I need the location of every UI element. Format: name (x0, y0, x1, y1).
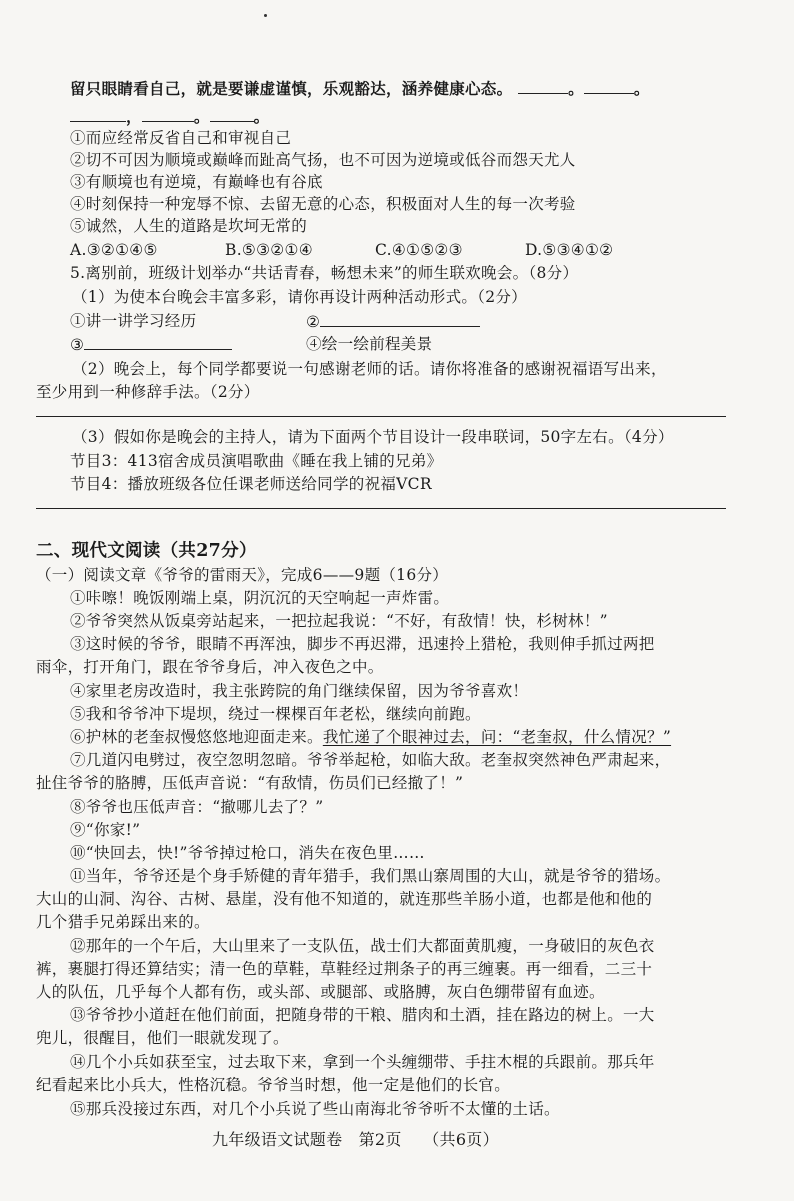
q4-option: ④时刻保持一种宠辱不惊、去留无意的心态，积极面对人生的每一次考验 (70, 195, 576, 213)
passage-para-12-cont: 人的队伍，几乎每个人都有伤，或头部、或腿部、或胳膊，灰白色绷带留有血迹。 (36, 983, 605, 1001)
answer-blank[interactable] (84, 333, 232, 350)
q5-program-3: 节目3：413宿舍成员演唱歌曲《睡在我上铺的兄弟》 (70, 452, 443, 470)
passage-para-7-cont: 扯住爷爷的胳膊，压低声音说：“有敌情，伤员们已经撤了！” (36, 774, 464, 792)
q4-option: ②切不可因为顺境或巅峰而趾高气扬，也不可因为逆境或低谷而怨天尤人 (70, 151, 576, 169)
passage-para-9: ⑨“你家!” (70, 821, 141, 839)
q4-choice-d[interactable]: D.⑤③④①② (525, 241, 614, 259)
q4-option: ①而应经常反省自己和审视自己 (70, 129, 292, 147)
passage-para-8: ⑧爷爷也压低声音：“撤哪儿去了？” (70, 798, 324, 816)
q4-punct: 。 (253, 107, 270, 126)
q5-activity-3-label: ③ (70, 336, 85, 354)
passage-para-5: ⑤我和爷爷冲下堤坝，绕过一棵棵百年老松，继续向前跑。 (70, 705, 481, 723)
q5-activity-1: ①讲一讲学习经历 (70, 312, 197, 330)
passage-para-2: ②爷爷突然从饭桌旁站起来，一把拉起我说：“不好，有敌情！快，杉树林！” (70, 612, 608, 630)
footer-title: 九年级语文试题卷 (212, 1130, 343, 1149)
passage-para-3-cont: 雨伞，打开角门，跟在爷爷身后，冲入夜色之中。 (36, 658, 384, 676)
passage-para-14-cont: 纪看起来比小兵大，性格沉稳。爷爷当时想，他一定是他们的长官。 (36, 1076, 511, 1094)
passage-para-15: ⑮那兵没接过东西，对几个小兵说了些山南海北爷爷听不太懂的土话。 (70, 1100, 560, 1118)
q5-part3: （3）假如你是晚会的主持人，请为下面两个节目设计一段串联词，50字左右。（4分） (72, 428, 674, 446)
passage-para-3: ③这时候的爷爷，眼睛不再浑浊，脚步不再迟滞，迅速拎上猎枪，我则伸手抓过两把 (70, 635, 655, 653)
q4-option: ⑤诚然，人生的道路是坎坷无常的 (70, 217, 308, 235)
passage-para-12: ⑫那年的一个午后，大山里来了一支队伍，战士们大都面黄肌瘦，一身破旧的灰色衣 (70, 937, 655, 955)
q4-stem: 留只眼睛看自己，就是要谦虚谨慎，乐观豁达，涵养健康心态。 (70, 79, 513, 98)
passage-para-11-cont: 几个猎手兄弟踩出来的。 (36, 913, 210, 931)
passage-para-11-cont: 大山的山洞、沟谷、古树、悬崖，没有他不知道的，就连那些羊肠小道，也都是他和他的 (36, 890, 653, 908)
q4-punct: 。 (633, 79, 650, 98)
passage-para-12-cont: 裤，裹腿打得还算结实；清一色的草鞋，草鞋经过荆条子的再三缠裹。再一细看，二三十 (36, 960, 653, 978)
answer-blank[interactable] (70, 105, 126, 122)
q5-activity-4: ④绘一绘前程美景 (306, 335, 433, 353)
q4-punct: 。 (568, 79, 584, 98)
q5-activity-2 (306, 310, 480, 333)
answer-blank[interactable] (210, 105, 254, 122)
passage-para-13: ⑬爷爷抄小道赶在他们前面，把随身带的干粮、腊肉和土酒，挂在路边的树上。一大 (70, 1006, 655, 1024)
q5-part2-line2: 至少用到一种修辞手法。（2分） (36, 383, 260, 401)
q4-blank-line (70, 105, 269, 128)
q5-part1: （1）为使本台晚会丰富多彩，请你再设计两种活动形式。（2分） (72, 288, 527, 306)
passage-para-7: ⑦几道闪电劈过，夜空忽明忽暗。爷爷举起枪，如临大敌。老奎叔突然神色严肃起来， (70, 751, 671, 769)
scan-dot (264, 14, 267, 17)
q4-choice-b[interactable]: B.⑤③②①④ (225, 241, 313, 259)
section-2-sub1: （一）阅读文章《爷爷的雷雨天》，完成6——9题（16分） (36, 566, 449, 584)
answer-blank[interactable] (142, 105, 194, 122)
answer-blank[interactable] (320, 310, 480, 327)
page-footer (212, 1129, 499, 1151)
answer-line[interactable] (36, 416, 726, 417)
q4-choice-c[interactable]: C.④①⑤②③ (375, 241, 463, 259)
q5-title: 5.离别前，班级计划举办“共话青春，畅想未来”的师生联欢晚会。（8分） (70, 264, 579, 282)
passage-para-11: ⑪当年，爷爷还是个身手矫健的青年猎手，我们黑山寨周围的大山，就是爷爷的猎场。 (70, 867, 671, 885)
passage-para-6-underlined: 我忙递了个眼神过去，问：“老奎叔，什么情况？” (322, 728, 672, 746)
passage-para-1: ①咔嚓！晚饭刚端上桌，阴沉沉的天空响起一声炸雷。 (70, 589, 450, 607)
q5-part2-line1: （2）晚会上，每个同学都要说一句感谢老师的话。请你将准备的感谢祝福语写出来， (72, 360, 667, 378)
passage-para-10: ⑩“快回去，快!”爷爷掉过枪口，消失在夜色里…… (70, 844, 425, 862)
q4-punct: 。 (193, 107, 210, 126)
q5-program-4: 节目4：播放班级各位任课老师送给同学的祝福VCR (70, 475, 432, 493)
q4-stem-line (70, 77, 650, 100)
q5-activity-2-label: ② (306, 313, 321, 331)
footer-total-pages: （共6页） (423, 1130, 499, 1149)
passage-para-4: ④家里老房改造时，我主张跨院的角门继续保留，因为爷爷喜欢！ (70, 682, 529, 700)
passage-para-13-cont: 兜儿，很醒目，他们一眼就发现了。 (36, 1029, 289, 1047)
q4-punct: ， (126, 107, 142, 126)
q5-activity-3 (70, 333, 232, 356)
passage-para-14: ⑭几个小兵如获至宝，过去取下来，拿到一个头缠绷带、手拄木棍的兵跟前。那兵年 (70, 1053, 655, 1071)
answer-blank[interactable] (518, 77, 568, 94)
answer-line[interactable] (36, 508, 726, 509)
q4-option: ③有顺境也有逆境，有巅峰也有谷底 (70, 173, 323, 191)
passage-para-6 (70, 726, 671, 748)
answer-blank[interactable] (584, 77, 634, 94)
passage-para-6-a: ⑥护林的老奎叔慢悠悠地迎面走来。 (70, 728, 323, 746)
q4-choice-a[interactable]: A.③②①④⑤ (70, 241, 158, 259)
footer-page-number: 第2页 (358, 1130, 402, 1149)
section-2-title: 二、现代文阅读（共27分） (36, 541, 257, 561)
